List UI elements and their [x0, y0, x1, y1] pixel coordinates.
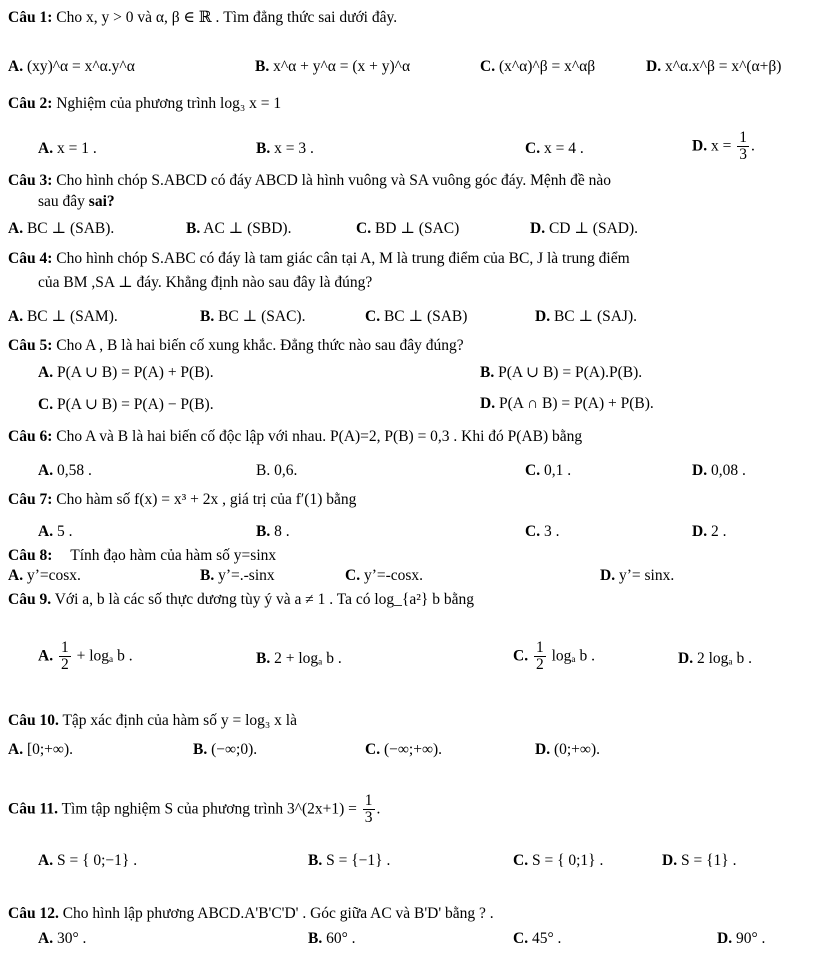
- q7-option-c[interactable]: C. 3 .: [525, 523, 560, 540]
- q3-stem-line2: sau đây sai?: [38, 193, 115, 210]
- q12-option-c[interactable]: C. 45° .: [513, 930, 562, 947]
- q2-stem: Câu 2: Nghiệm của phương trình log₃ x = 1: [8, 95, 282, 112]
- q7-option-d[interactable]: D. 2 .: [692, 523, 727, 540]
- q4-stem-line1: Câu 4: Cho hình chóp S.ABC có đáy là tam giác cân tại A, M là trung điểm của BC, J là trung điểm: [8, 250, 630, 267]
- q9-option-c[interactable]: C. $\frac{1}{2}$ logₐ b .: [513, 639, 595, 674]
- q10-option-d[interactable]: D. (0;+∞).: [535, 741, 600, 758]
- q4-option-b[interactable]: B. BC ⊥ (SAC).: [200, 308, 306, 325]
- q4-stem-line2: của BM ,SA ⊥ đáy. Khẳng định nào sau đây là đúng?: [38, 274, 373, 291]
- q2-option-a[interactable]: A. x = 1 .: [38, 140, 97, 157]
- q4-option-c[interactable]: C. BC ⊥ (SAB): [365, 308, 468, 325]
- q6-option-d[interactable]: D. 0,08 .: [692, 462, 746, 479]
- q10-option-b[interactable]: B. (−∞;0).: [193, 741, 258, 758]
- fraction: $\frac{1}{2}$: [60, 639, 69, 674]
- q8-stem: Câu 8: Tính đạo hàm của hàm số y=sinx: [8, 547, 277, 564]
- q5-option-c[interactable]: C. P(A ∪ B) = P(A) − P(B).: [38, 396, 214, 413]
- fraction: $\frac{1}{3}$: [364, 792, 373, 827]
- q7-option-b[interactable]: B. 8 .: [256, 523, 290, 540]
- q1-option-a[interactable]: A. (xy)^α = x^α.y^α: [8, 58, 135, 75]
- q11-option-d[interactable]: D. S = {1} .: [662, 852, 737, 869]
- q3-option-b[interactable]: B. AC ⊥ (SBD).: [186, 220, 292, 237]
- fraction: $\frac{1}{2}$: [535, 639, 544, 674]
- q5-option-b[interactable]: B. P(A ∪ B) = P(A).P(B).: [480, 364, 643, 381]
- q11-option-c[interactable]: C. S = { 0;1} .: [513, 852, 604, 869]
- q1-option-d[interactable]: D. x^α.x^β = x^(α+β): [646, 58, 782, 75]
- q12-option-a[interactable]: A. 30° .: [38, 930, 87, 947]
- q9-option-a[interactable]: A. $\frac{1}{2}$ + logₐ b .: [38, 639, 133, 674]
- q9-option-b[interactable]: B. 2 + logₐ b .: [256, 650, 342, 667]
- q11-option-a[interactable]: A. S = { 0;−1} .: [38, 852, 138, 869]
- q5-option-d[interactable]: D. P(A ∩ B) = P(A) + P(B).: [480, 395, 654, 412]
- q12-option-b[interactable]: B. 60° .: [308, 930, 356, 947]
- q6-stem: Câu 6: Cho A và B là hai biến cố độc lập với nhau. P(A)=2, P(B) = 0,3 . Khi đó P(AB) bằng: [8, 428, 583, 445]
- q11-option-b[interactable]: B. S = {−1} .: [308, 852, 391, 869]
- q9-option-d[interactable]: D. 2 logₐ b .: [678, 650, 752, 667]
- q4-option-a[interactable]: A. BC ⊥ (SAM).: [8, 308, 118, 325]
- q1-option-b[interactable]: B. x^α + y^α = (x + y)^α: [255, 58, 411, 75]
- q7-option-a[interactable]: A. 5 .: [38, 523, 73, 540]
- q4-option-d[interactable]: D. BC ⊥ (SAJ).: [535, 308, 638, 325]
- q5-stem: Câu 5: Cho A , B là hai biến cố xung khắc. Đẳng thức nào sau đây đúng?: [8, 337, 464, 354]
- fraction: $\frac{1}{3}$: [739, 129, 747, 164]
- q9-stem: Câu 9. Với a, b là các số thực dương tùy ý và a ≠ 1 . Ta có log_{a²} b bằng: [8, 591, 474, 608]
- q12-stem: Câu 12. Cho hình lập phương ABCD.A'B'C'D' . Góc giữa AC và B'D' bằng ? .: [8, 905, 494, 922]
- q10-option-c[interactable]: C. (−∞;+∞).: [365, 741, 443, 758]
- q5-option-a[interactable]: A. P(A ∪ B) = P(A) + P(B).: [38, 364, 214, 381]
- q8-option-a[interactable]: A. y’=cosx.: [8, 567, 81, 584]
- q7-stem: Câu 7: Cho hàm số f(x) = x³ + 2x , giá trị của f′(1) bằng: [8, 491, 357, 508]
- q3-option-c[interactable]: C. BD ⊥ (SAC): [356, 220, 460, 237]
- q2-option-d[interactable]: D. x = $\frac{1}{3}$ .: [692, 129, 755, 164]
- q8-option-d[interactable]: D. y’= sinx.: [600, 567, 675, 584]
- q12-option-d[interactable]: D. 90° .: [717, 930, 766, 947]
- q11-stem: Câu 11. Tìm tập nghiệm S của phương trình 3^(2x+1) = $\frac{1}{3}$ .: [8, 792, 381, 827]
- q6-option-a[interactable]: A. 0,58 .: [38, 462, 92, 479]
- q2-option-c[interactable]: C. x = 4 .: [525, 140, 584, 157]
- q8-option-b[interactable]: B. y’=.-sinx: [200, 567, 275, 584]
- q3-stem-line1: Câu 3: Cho hình chóp S.ABCD có đáy ABCD là hình vuông và SA vuông góc đáy. Mệnh đề nào: [8, 172, 612, 189]
- q1-option-c[interactable]: C. (x^α)^β = x^αβ: [480, 58, 596, 75]
- q8-option-c[interactable]: C. y’=-cosx.: [345, 567, 424, 584]
- q3-option-a[interactable]: A. BC ⊥ (SAB).: [8, 220, 115, 237]
- q2-option-b[interactable]: B. x = 3 .: [256, 140, 314, 157]
- q3-option-d[interactable]: D. CD ⊥ (SAD).: [530, 220, 639, 237]
- q10-stem: Câu 10. Tập xác định của hàm số y = log₃ x là: [8, 712, 297, 729]
- q10-option-a[interactable]: A. [0;+∞).: [8, 741, 73, 758]
- q1-stem: Câu 1: Cho x, y > 0 và α, β ∈ ℝ . Tìm đẳng thức sai dưới đây.: [8, 9, 398, 26]
- q6-option-b[interactable]: B. 0,6.: [256, 462, 298, 479]
- q6-option-c[interactable]: C. 0,1 .: [525, 462, 572, 479]
